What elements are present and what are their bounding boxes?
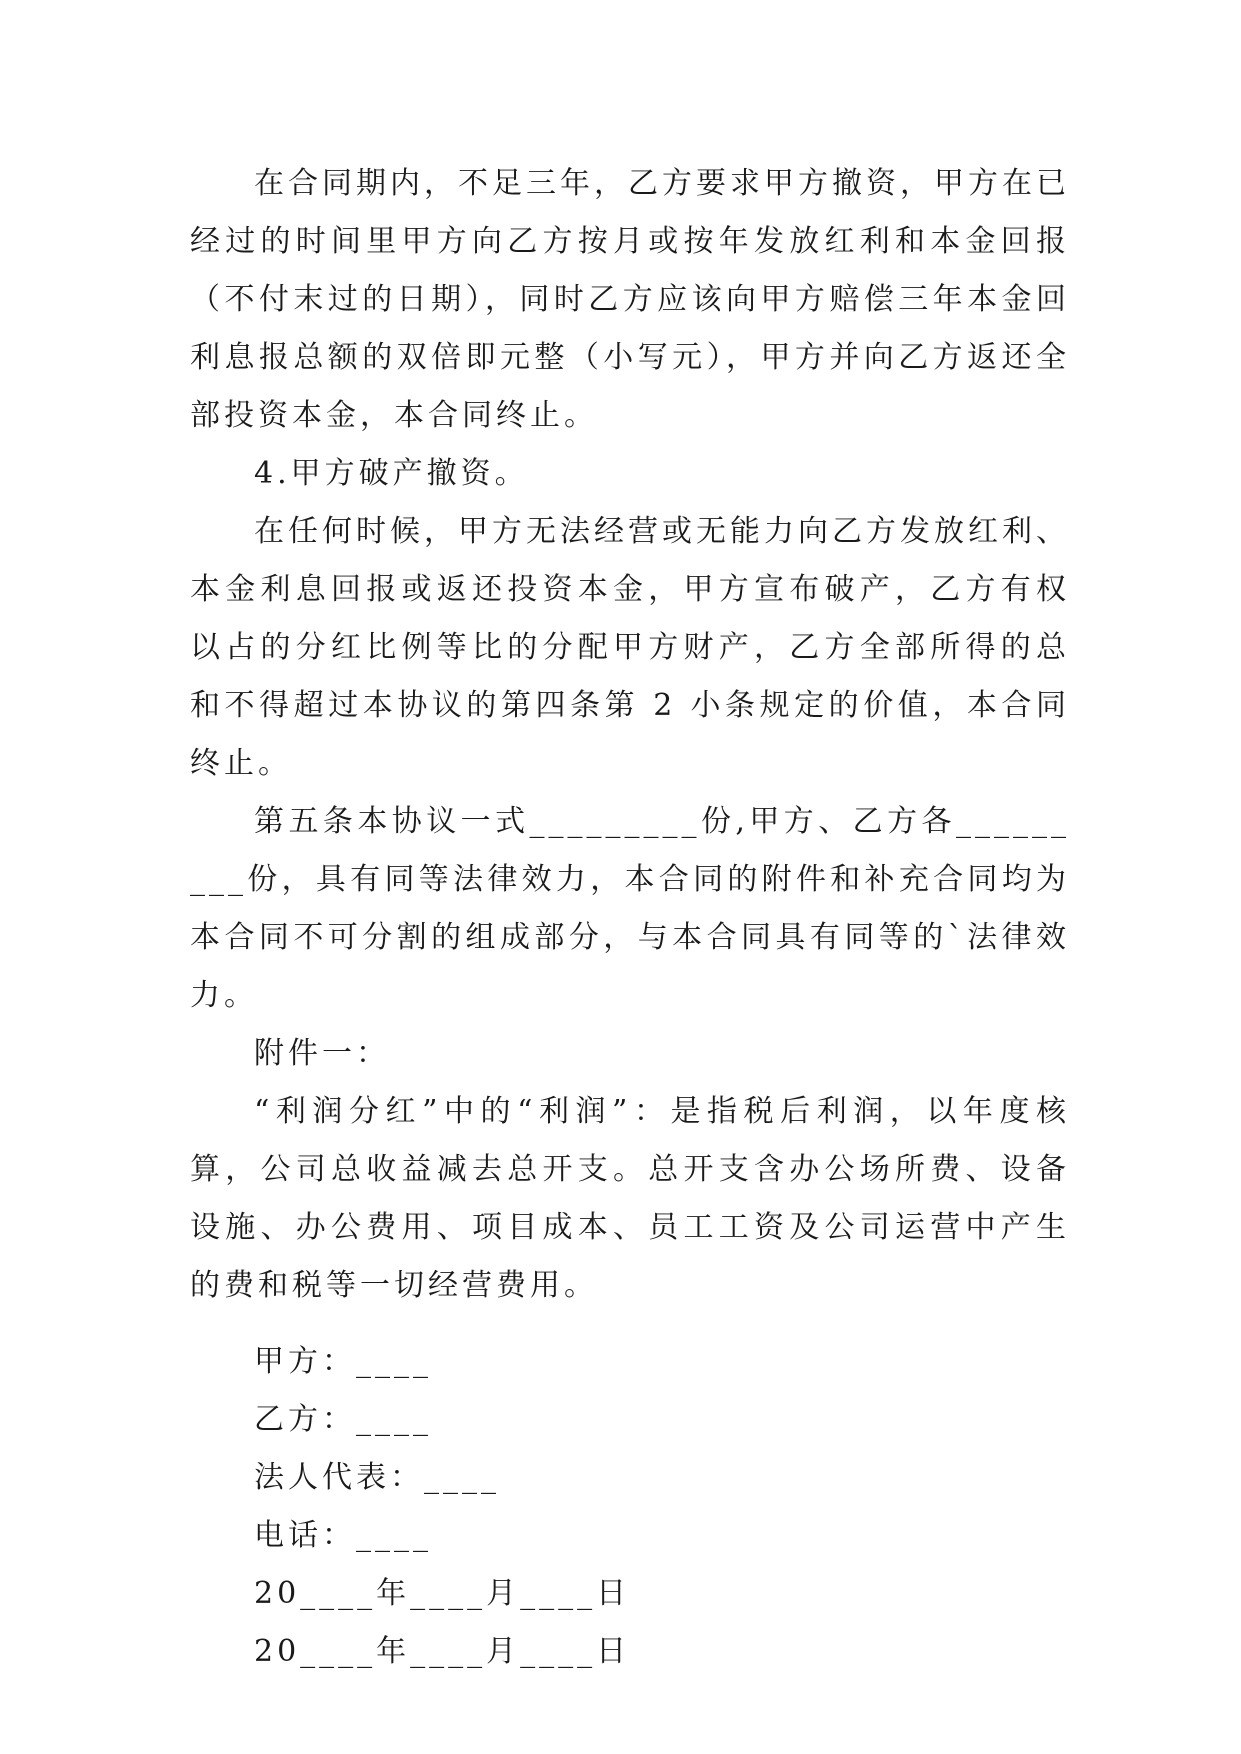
spacer (190, 1315, 1070, 1333)
document-body (190, 155, 1070, 1681)
signature-phone: 电话：____ (254, 1518, 432, 1553)
signature-party-b: 乙方：____ (254, 1402, 432, 1437)
paragraph-withdrawal-terms: 在合同期内，不足三年，乙方要求甲方撤资，甲方在已经过的时间里甲方向乙方按月或按年发放红利和本金回报（不付末过的日期），同时乙方应该向甲方赔偿三年本金回利息报总额的双倍即元整（小写元），甲方并向乙方返还全部投资本金，本合同终止。 (190, 166, 1070, 433)
paragraph-bankruptcy-terms: 在任何时候，甲方无法经营或无能力向乙方发放红利、本金利息回报或返还投资本金，甲方宣布破产，乙方有权以占的分红比例等比的分配甲方财产，乙方全部所得的总和不得超过本协议的第四条第 2 小条规定的价值，本合同终止。 (190, 514, 1070, 781)
clause-bankruptcy-heading: 4.甲方破产撤资。 (254, 456, 529, 491)
attachment-profit-definition: “利润分红”中的“利润”：是指税后利润，以年度核算，公司总收益减去总开支。总开支含办公场所费、设备设施、办公费用、项目成本、员工工资及公司运营中产生的费和税等一切经营费用。 (190, 1094, 1070, 1303)
attachment-heading: 附件一： (254, 1036, 390, 1071)
clause-five-copies: 第五条本协议一式_________份,甲方、乙方各_________份，具有同等法律效力，本合同的附件和补充合同均为本合同不可分割的组成部分，与本合同具有同等的`法律效力。 (190, 804, 1070, 1013)
signature-legal-rep: 法人代表：____ (254, 1460, 500, 1495)
signature-date-1: 20____年____月____日 (254, 1576, 631, 1611)
signature-date-2: 20____年____月____日 (254, 1634, 631, 1669)
signature-party-a: 甲方：____ (254, 1344, 432, 1379)
